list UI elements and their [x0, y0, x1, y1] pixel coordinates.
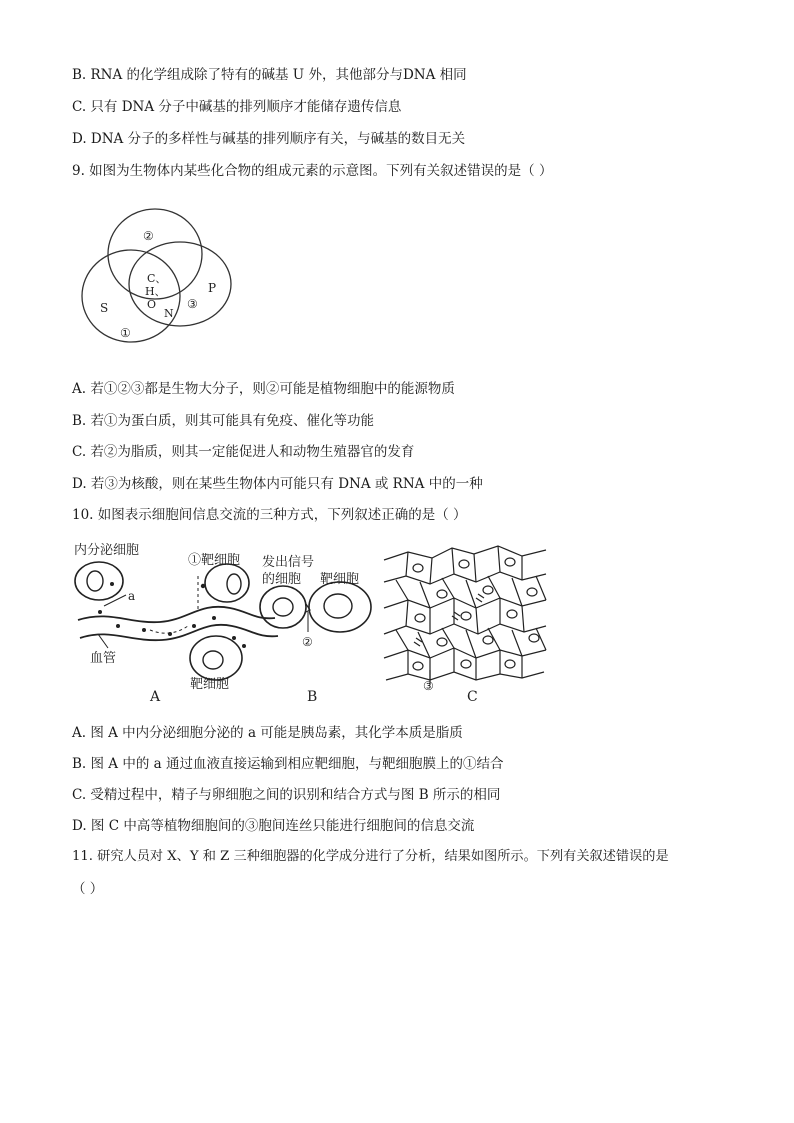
- q9-option-d: D. 若③为核酸，则在某些生物体内可能只有 DNA 或 RNA 中的一种: [72, 476, 483, 492]
- q10-option-b: B. 图 A 中的 a 通过血液直接运输到相应靶细胞，与靶细胞膜上的①结合: [72, 756, 504, 772]
- panel-a-label: A: [150, 689, 161, 705]
- plasmodesmata-label-3: ③: [423, 679, 434, 693]
- signal-cell: [260, 586, 306, 628]
- venn-label-s: S: [100, 301, 109, 315]
- q10-option-c: C. 受精过程中，精子与卵细胞之间的识别和结合方式与图 B 所示的相同: [72, 787, 501, 803]
- panel-c-label: C: [467, 689, 478, 705]
- blood-vessel-bottom: [80, 625, 278, 640]
- target-cell-b: [309, 582, 371, 632]
- target-cell-b-label: 靶细胞: [320, 572, 360, 587]
- venn-label-n: N: [164, 307, 174, 320]
- venn-center-c: C、: [147, 272, 167, 285]
- signal-cell-label-2: 的细胞: [262, 572, 302, 587]
- target-cell-1-label: ①靶细胞: [188, 553, 241, 568]
- q9-option-a: A. 若①②③都是生物大分子，则②可能是植物细胞中的能源物质: [72, 381, 455, 397]
- panel-b: [260, 554, 371, 705]
- q8-option-b: B. RNA 的化学组成除了特有的碱基 U 外，其他部分与DNA 相同: [72, 67, 467, 83]
- q9-option-b: B. 若①为蛋白质，则其可能具有免疫、催化等功能: [72, 413, 375, 429]
- venn-label-3: ③: [187, 297, 198, 311]
- q10-stem: 10. 如图表示细胞间信息交流的三种方式，下列叙述正确的是（ ）: [72, 507, 467, 523]
- panel-b-label: B: [307, 689, 318, 705]
- venn-label-2: ②: [143, 229, 154, 243]
- endocrine-label: 内分泌细胞: [74, 543, 140, 558]
- target-cell-bottom: [190, 636, 242, 680]
- q8-option-c: C. 只有 DNA 分子中碱基的排列顺序才能储存遗传信息: [72, 99, 402, 115]
- blood-vessel-top: [78, 607, 275, 622]
- q11-answer-paren: （ ）: [72, 881, 104, 897]
- q9-option-c: C. 若②为脂质，则其一定能促进人和动物生殖器官的发育: [72, 444, 415, 460]
- q10-option-a: A. 图 A 中内分泌细胞分泌的 a 可能是胰岛素，其化学本质是脂质: [72, 725, 463, 741]
- receptor-label-2: ②: [302, 635, 313, 649]
- venn-label-1: ①: [120, 326, 131, 340]
- q10-option-d: D. 图 C 中高等植物细胞间的③胞间连丝只能进行细胞间的信息交流: [72, 818, 475, 834]
- venn-center-h: H、: [145, 285, 166, 298]
- signal-a-label: a: [128, 589, 136, 603]
- signal-cell-label-1: 发出信号: [262, 555, 315, 570]
- target-cell-bottom-label: 靶细胞: [190, 677, 230, 692]
- q9-stem: 9. 如图为生物体内某些化合物的组成元素的示意图。下列有关叙述错误的是（ ）: [72, 163, 553, 179]
- q8-option-d: D. DNA 分子的多样性与碱基的排列顺序有关，与碱基的数目无关: [72, 131, 466, 147]
- q9-venn-figure: [73, 200, 233, 360]
- q11-stem: 11. 研究人员对 X、Y 和 Z 三种细胞器的化学成分进行了分析，结果如图所示。下列有关叙述错误的是: [72, 849, 669, 864]
- endocrine-cell: [75, 562, 123, 600]
- venn-center-o: O: [147, 298, 157, 311]
- venn-label-p: P: [208, 281, 217, 295]
- vessel-label: 血管: [90, 651, 117, 666]
- panel-c: [382, 546, 546, 684]
- q10-figure: [70, 538, 550, 708]
- panel-a: [74, 542, 278, 705]
